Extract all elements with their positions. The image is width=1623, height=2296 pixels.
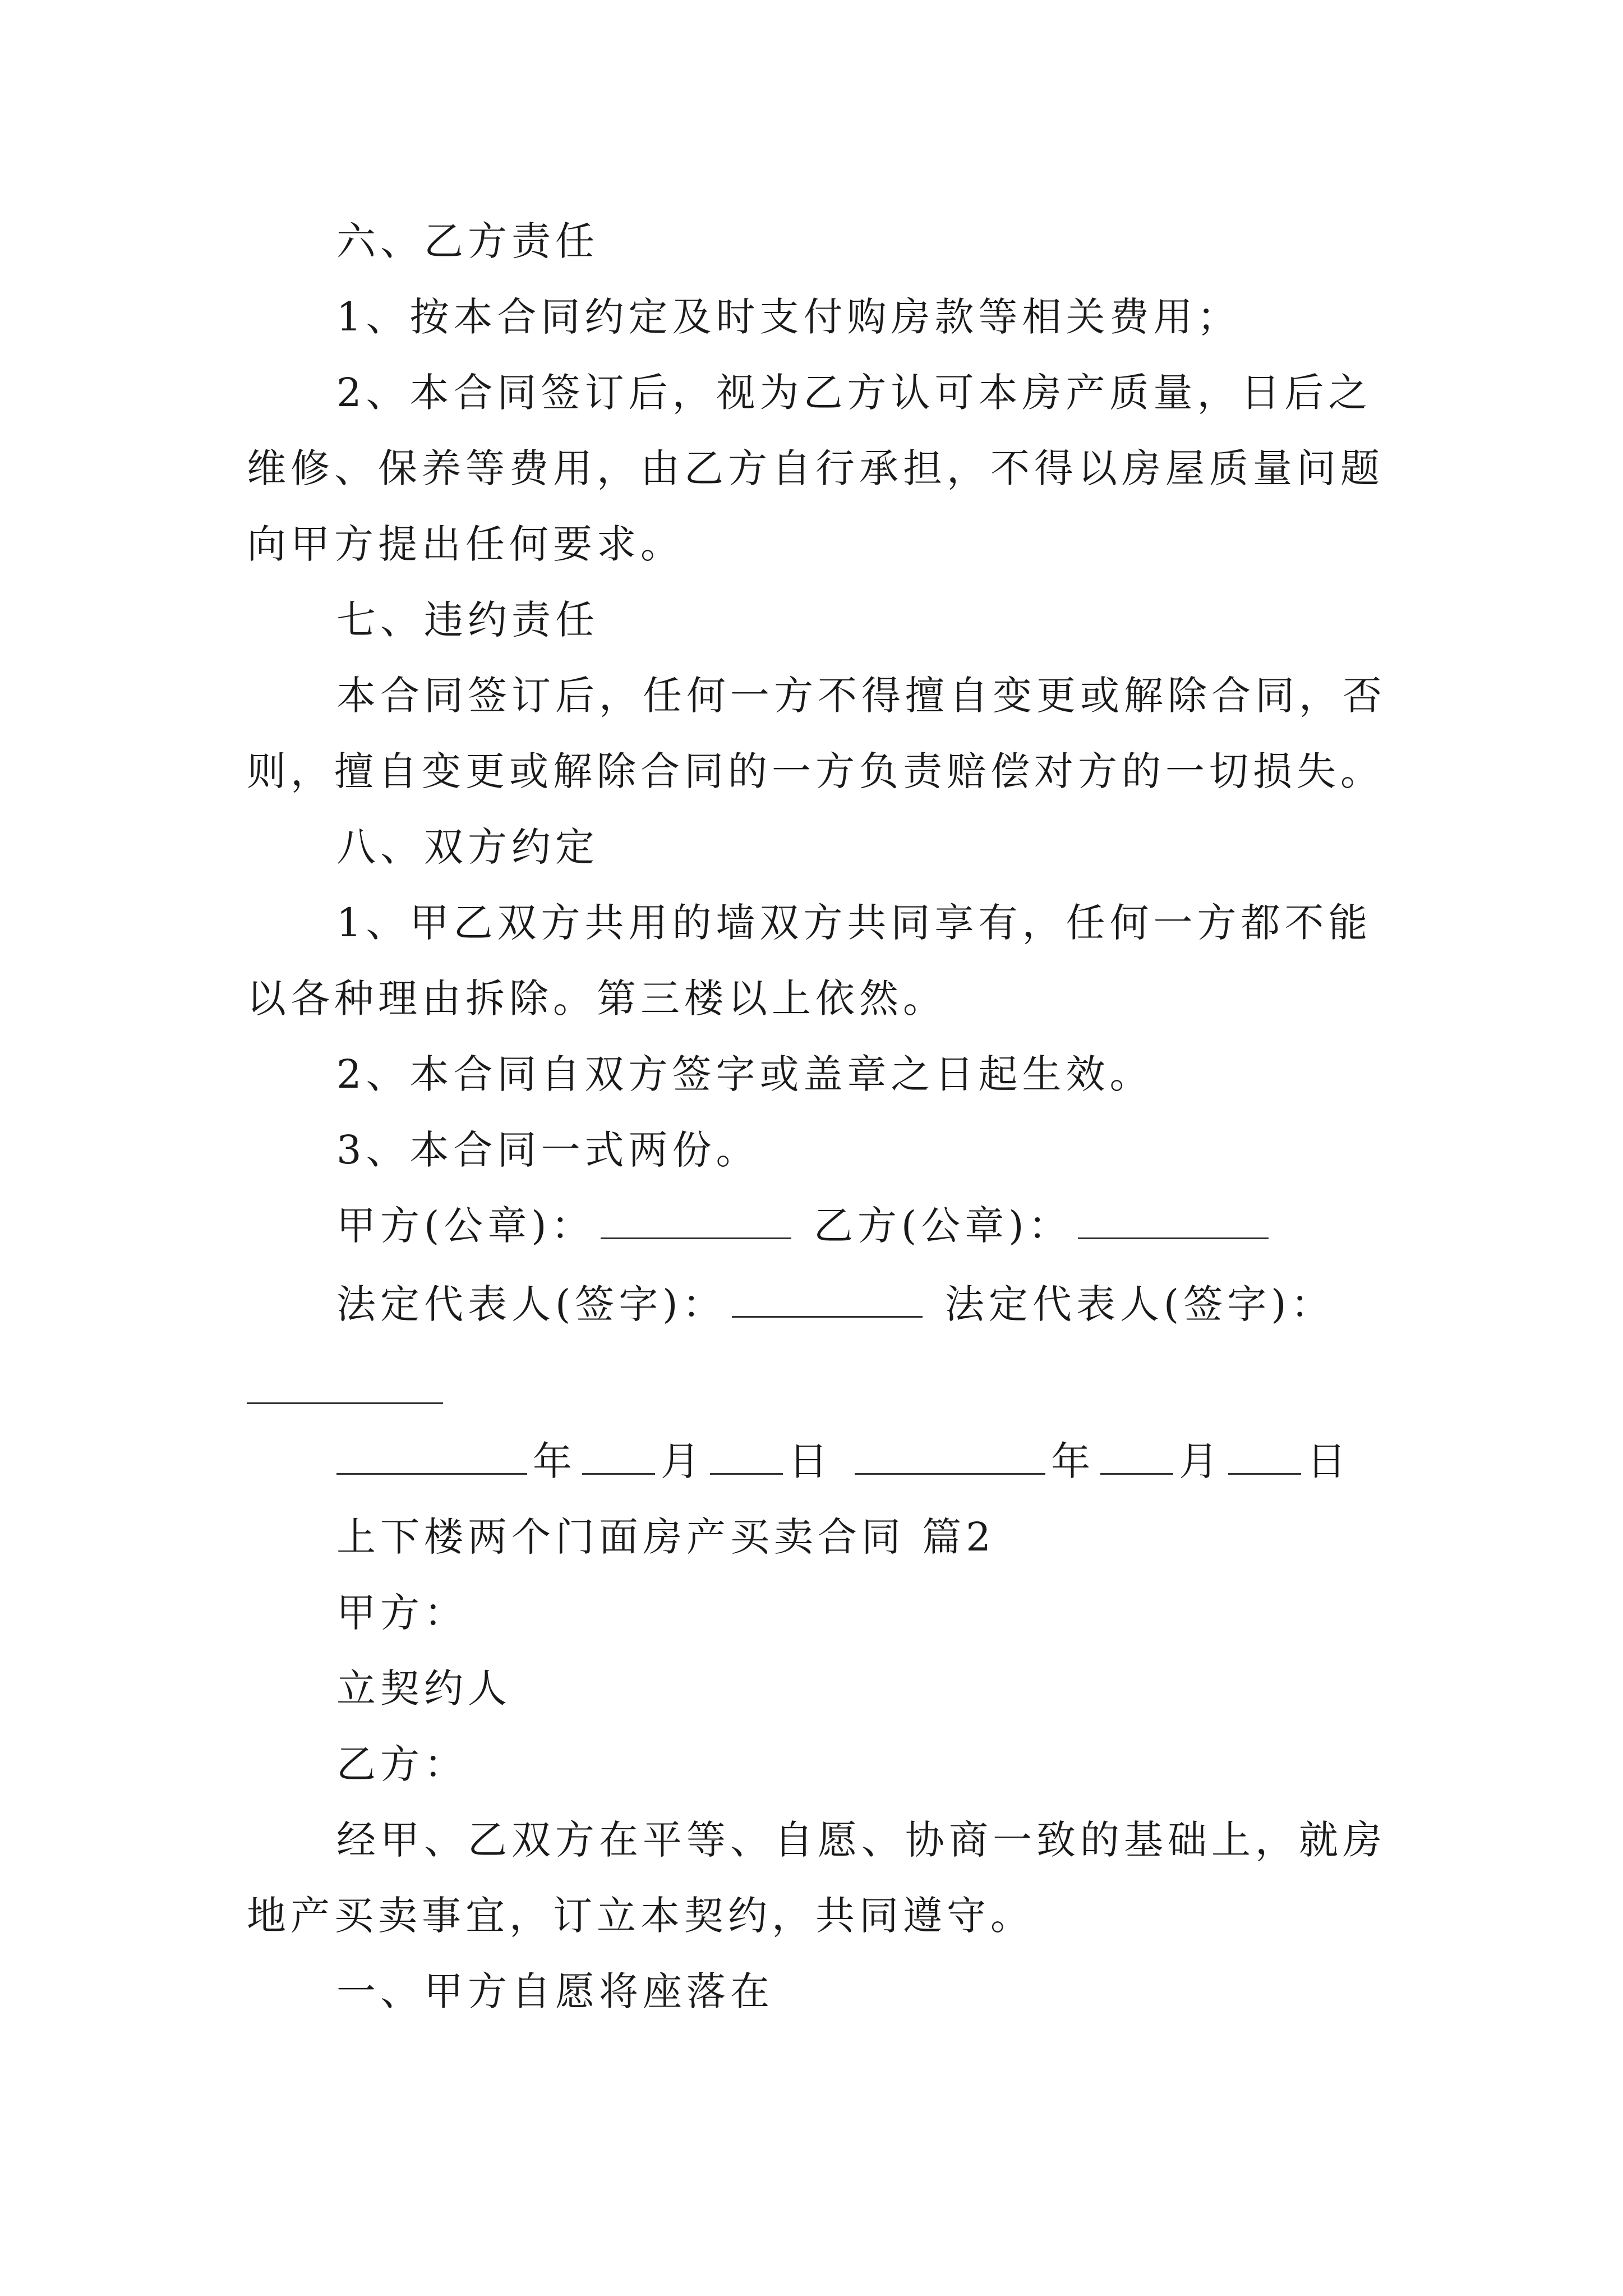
section-6-item-2-line-1: 2、本合同签订后，视为乙方认可本房产质量，日后之 [336,370,1372,416]
section-8-item-2: 2、本合同自双方签字或盖章之日起生效。 [336,1051,1154,1097]
representative-line [336,1276,1335,1332]
rep-b-blank [247,1402,443,1404]
section-6-item-2-line-2: 维修、保养等费用，由乙方自行承担，不得以房屋质量问题 [247,445,1384,491]
party-a-seal-label: 甲方(公章)： [336,1203,595,1249]
section-7-text-line-2: 则，擅自变更或解除合同的一方负责赔偿对方的一切损失。 [247,748,1384,794]
date-b-year-blank [855,1470,1045,1475]
date-b-month-blank [1100,1470,1173,1475]
date-b-month: 月 [1179,1438,1223,1484]
date-a-year-blank [336,1470,527,1475]
section-8-heading: 八、双方约定 [336,824,599,870]
article-2-clause-1: 一、甲方自愿将座落在 [336,1968,774,2014]
date-line [336,1433,1350,1489]
rep-b-label: 法定代表人(签字)： [944,1281,1335,1327]
article-2-intro-line-1: 经甲、乙双方在平等、自愿、协商一致的基础上，就房 [336,1817,1386,1863]
date-a-year: 年 [533,1438,577,1484]
section-6-item-1: 1、按本合同约定及时支付购房款等相关费用； [336,294,1241,340]
section-8-item-3: 3、本合同一式两份。 [336,1127,760,1173]
rep-a-blank [732,1313,923,1318]
party-b-seal-blank [1078,1234,1269,1239]
article-2-contractor: 立契约人 [336,1665,511,1711]
date-b-day: 日 [1307,1438,1351,1484]
date-b-year: 年 [1051,1438,1095,1484]
date-a-month: 月 [661,1438,704,1484]
rep-a-label: 法定代表人(签字)： [336,1281,726,1327]
date-a-month-blank [582,1470,655,1475]
article-2-party-b: 乙方： [336,1741,468,1787]
section-6-heading: 六、乙方责任 [336,218,599,264]
date-b-day-blank [1228,1470,1301,1475]
article-2-intro-line-2: 地产买卖事宜，订立本契约，共同遵守。 [247,1893,1034,1939]
date-a-day-blank [710,1470,783,1475]
section-7-heading: 七、违约责任 [336,597,599,643]
section-7-text-line-1: 本合同签订后，任何一方不得擅自变更或解除合同，否 [336,673,1386,719]
party-a-seal-blank [601,1234,791,1239]
section-6-item-2-line-3: 向甲方提出任何要求。 [247,521,684,567]
article-2-party-a: 甲方： [336,1590,468,1636]
seal-line [336,1198,1274,1254]
date-a-day: 日 [789,1438,832,1484]
section-8-item-1-line-2: 以各种理由拆除。第三楼以上依然。 [247,976,947,1022]
party-b-seal-label: 乙方(公章)： [813,1203,1072,1249]
article-2-title: 上下楼两个门面房产买卖合同 篇2 [336,1514,995,1560]
section-8-item-1-line-1: 1、甲乙双方共用的墙双方共同享有，任何一方都不能 [336,900,1372,946]
